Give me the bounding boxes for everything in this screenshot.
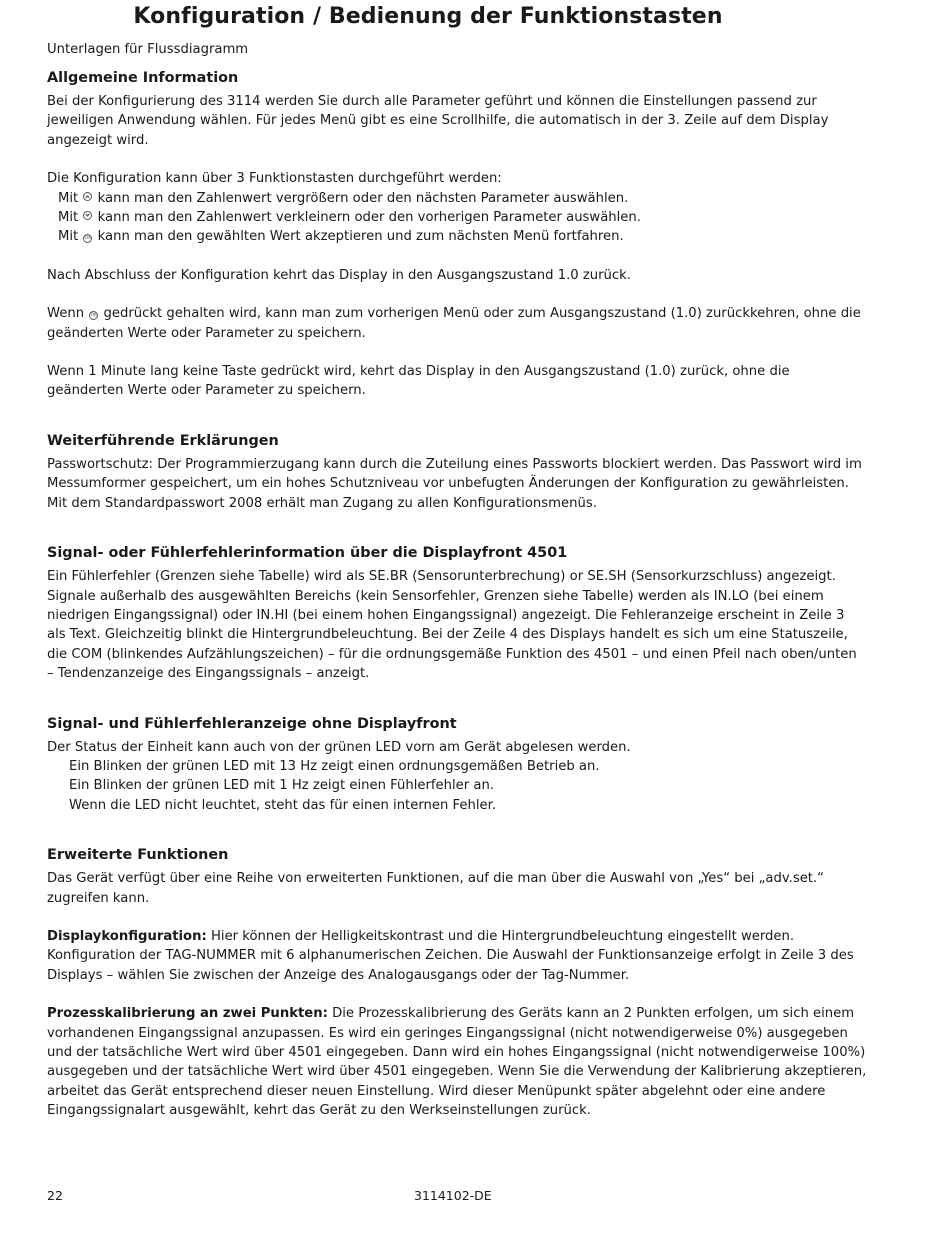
section-signal-display-front (47, 543, 867, 683)
key-instruction-text: kann man den Zahlenwert verkleinern oder den vorherigen Parameter auswählen. (97, 210, 641, 226)
paragraph-prefix: Wenn (47, 306, 85, 322)
paragraph: Ein Fühlerfehler (Grenzen siehe Tabelle) wird als SE.BR (Sensorunterbrechung) or SE.SH (Sensorkurzschluss) angezeigt. (47, 569, 836, 585)
key-instruction-ok (47, 227, 867, 246)
key-instruction-down (47, 208, 867, 227)
paragraph-display-config (47, 927, 867, 985)
list-item: Ein Blinken der grünen LED mit 13 Hz zeigt einen ordnungsgemäßen Betrieb an. (69, 758, 600, 774)
paragraph: Die Konfiguration kann über 3 Funktionstasten durchgeführt werden: (47, 171, 502, 187)
key-instruction-text: kann man den gewählten Wert akzeptieren und zum nächsten Menü fortfahren. (97, 229, 624, 245)
bold-label: Prozesskalibrierung an zwei Punkten: (47, 1006, 328, 1022)
paragraph: Der Status der Einheit kann auch von der grünen LED vorn am Gerät abgelesen werden. (47, 739, 631, 755)
paragraph: Bei der Konfigurierung des 3114 werden Sie durch alle Parameter geführt und können die Einstellungen passend zur jeweiligen Anwendung wählen. Für jedes Menü gibt es eine Scrollhilfe, die automatisch in der 3. Zeile auf dem Display angezeigt wird. (47, 94, 829, 148)
bold-label: Displaykonfiguration: (47, 928, 207, 944)
paragraph (47, 304, 867, 343)
section-general-information (47, 68, 867, 401)
page-subtitle: Unterlagen für Flussdiagramm (47, 42, 249, 57)
paragraph-text: gedrückt gehalten wird, kann man zum vorherigen Menü oder zum Ausgangszustand (1.0) zurückkehren, ohne die geänderten Werte oder Parameter zu speichern. (47, 306, 861, 341)
page-number: 22 (47, 1188, 63, 1203)
paragraph-process-calibration (47, 1004, 867, 1120)
section-signal-no-display-front (47, 714, 867, 816)
paragraph: Nach Abschluss der Konfiguration kehrt das Display in den Ausgangszustand 1.0 zurück. (47, 267, 631, 283)
key-instruction-text: kann man den Zahlenwert vergrößern oder den nächsten Parameter auswählen. (97, 190, 629, 206)
down-key-icon (83, 211, 92, 220)
paragraph: Das Gerät verfügt über eine Reihe von erweiterten Funktionen, auf die man über die Auswahl von „Yes“ bei „adv.set.“ zugreifen kann. (47, 871, 825, 906)
paragraph: Mit dem Standardpasswort 2008 erhält man Zugang zu allen Konfigurationsmenüs. (47, 495, 597, 511)
document-id: 3114102-DE (414, 1188, 492, 1203)
section-advanced-functions (47, 845, 867, 1120)
ok-key-icon: OK (84, 236, 92, 242)
key-instruction-up (47, 189, 867, 208)
list-item: Ein Blinken der grünen LED mit 1 Hz zeigt einen Fühlerfehler an. (69, 778, 495, 794)
list-item: Wenn die LED nicht leuchtet, steht das für einen internen Fehler. (69, 797, 497, 813)
paragraph: Passwortschutz: Der Programmierzugang kann durch die Zuteilung eines Passworts blockiert werden. Das Passwort wird im Messumformer gespeichert, um ein hohes Schutzniveau vor unbefugten Änderungen der Konfiguration zu gewährleisten. (47, 456, 862, 492)
key-prefix: Mit (58, 210, 79, 226)
section-heading: Erweiterte Funktionen (47, 847, 229, 864)
key-prefix: Mit (58, 190, 79, 206)
document-content (47, 68, 867, 1121)
section-heading: Weiterführende Erklärungen (47, 432, 279, 449)
section-further-explanations (47, 431, 867, 513)
section-heading: Signal- oder Fühlerfehlerinformation über die Displayfront 4501 (47, 545, 568, 562)
ok-key-icon: OK (90, 313, 98, 319)
paragraph: Signale außerhalb des ausgewählten Bereichs (kein Sensorfehler, Grenzen siehe Tabelle) werden als IN.LO (bei einem niedrigen Eingangssignal) oder IN.HI (bei einem hohen Eingangssignal) angezeigt. Die Fehleranzeige erscheint in Zeile 3 als Text. Gleichzeitig blinkt die Hintergrundbeleuchtung. Bei der Zeile 4 des Displays handelt es sich um eine Statuszeile, die COM (blinkendes Aufzählungszeichen) – für die ordnungsgemäße Funktion des 4501 – und einen Pfeil nach oben/unten – Tendenzanzeige des Eingangssignals – anzeigt. (47, 588, 857, 682)
section-heading: Allgemeine Information (47, 70, 239, 86)
paragraph: Wenn 1 Minute lang keine Taste gedrückt wird, kehrt das Display in den Ausgangszustand (1.0) zurück, ohne die geänderten Werte oder Parameter zu speichern. (47, 364, 790, 399)
up-key-icon (83, 192, 92, 201)
page-title: Konfiguration / Bedienung der Funktionstasten (133, 4, 723, 29)
paragraph-text: Hier können der Helligkeitskontrast und die Hintergrundbeleuchtung eingestellt werden. Konfiguration der TAG-NUMMER mit 6 alphanumerischen Zeichen. Die Auswahl der Funktionsanzeige erfolgt in Zeile 3 des Displays – wählen Sie zwischen der Anzeige des Analogausgangs oder der Tag-Nummer. (47, 928, 854, 983)
paragraph-text: Die Prozesskalibrierung des Geräts kann an 2 Punkten erfolgen, um sich einem vorhandenen Eingangssignal anzupassen. Es wird ein geringes Eingangssignal (nicht notwendigerweise 0%) ausgegeben und der tatsächliche Wert wird über 4501 eingegeben. Dann wird ein hohes Eingangssignal (nicht notwendigerweise 100%) ausgegeben und der tatsächliche Wert wird über 4501 eingegeben. Wenn Sie die Verwendung der Kalibrierung akzeptieren, arbeitet das Gerät entsprechend dieser neuen Einstellung. Wird dieser Menüpunkt später abgelehnt oder eine andere Eingangssignalart ausgewählt, kehrt das Gerät zu den Werkseinstellungen zurück. (47, 1006, 867, 1119)
section-heading: Signal- und Fühlerfehleranzeige ohne Displayfront (47, 715, 457, 732)
key-prefix: Mit (58, 229, 79, 245)
